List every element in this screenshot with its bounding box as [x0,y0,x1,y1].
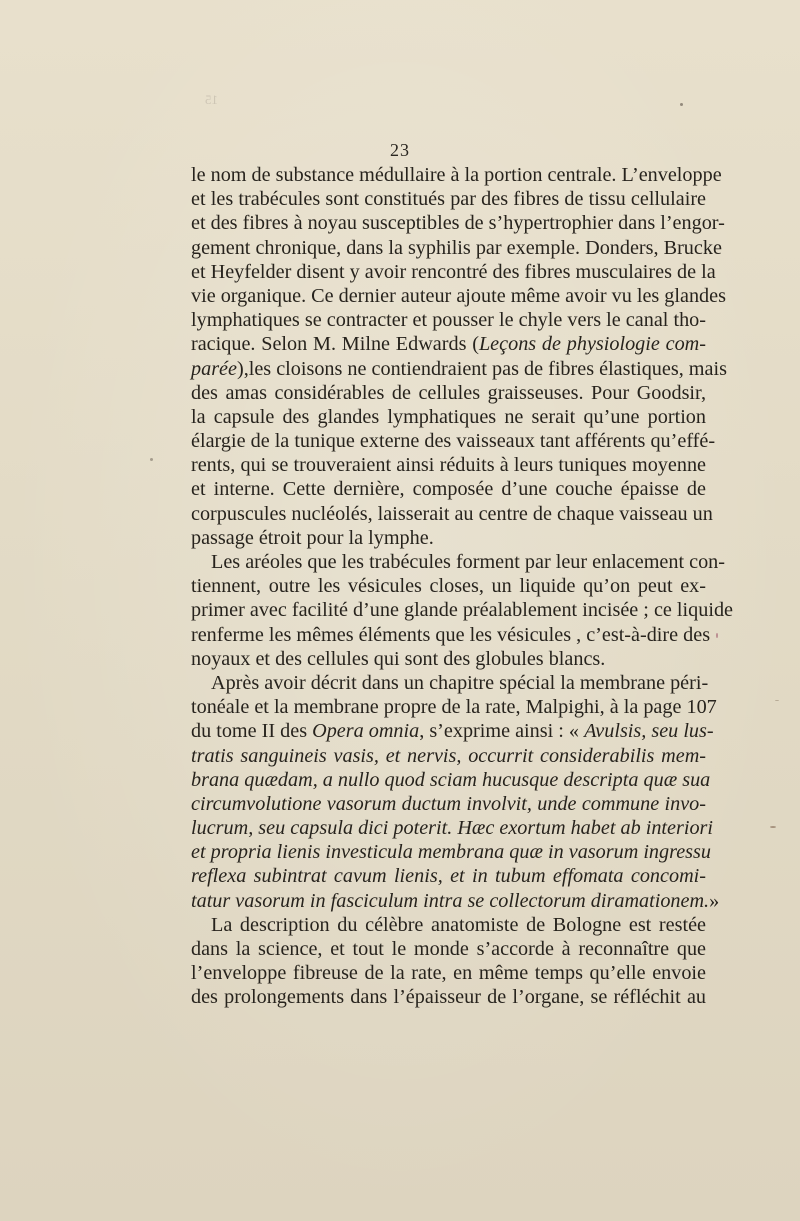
text-line: rents, qui se trouveraient ainsi réduits à leurs tuniques moyenne [191,454,706,477]
text-line: l’enveloppe fibreuse de la rate, en même temps qu’elle envoie [191,962,706,985]
text-line: du tome II des Opera omnia, s’exprime ainsi : « Avulsis, seu lus- [191,720,714,743]
text-line: passage étroit pour la lymphe. [191,526,434,549]
latin-quote-line: et propria lienis investicula membrana quæ in vasorum ingressu [191,841,711,864]
italic-citation: parée [191,357,237,380]
ink-speck [770,826,776,828]
text-line: élargie de la tunique externe des vaisseaux tant afférents qu’effé- [191,430,716,453]
latin-quote-line: reflexa subintrat cavum lienis, et in tubum effomata concomi- [191,865,706,888]
text-line: des amas considérables de cellules graisseuses. Pour Goodsir, [191,381,706,404]
latin-quote: Avulsis, seu lus- [584,720,714,743]
text-line: racique. Selon M. Milne Edwards (Leçons de physiologie com- [191,333,706,356]
text-line: et les trabécules sont constitués par des fibres de tissu cellulaire [191,188,706,211]
text-line: tonéale et la membrane propre de la rate, Malpighi, à la page 107 [191,696,717,719]
bleed-through-mark: 15 [205,92,218,107]
latin-quote-line: circumvolutione vasorum ductum involvit, unde commune invo- [191,792,706,815]
page-number: 23 [390,140,410,160]
text-line: noyaux et des cellules qui sont des globules blancs. [191,647,606,670]
text-line: renferme les mêmes éléments que les vésicules , c’est-à-dire des [191,623,711,646]
text-line: lymphatiques se contracter et pousser le chyle vers le canal tho- [191,309,706,332]
text-line: et interne. Cette dernière, composée d’une couche épaisse de [191,478,706,501]
paragraph-start-line: Après avoir décrit dans un chapitre spécial la membrane péri- [211,671,709,694]
ink-speck [775,700,779,701]
body-text [191,163,733,1010]
text-line: vie organique. Ce dernier auteur ajoute même avoir vu les glandes [191,284,726,307]
text-line: le nom de substance médullaire à la portion centrale. L’enveloppe [191,164,722,186]
text-line: parée),les cloisons ne contiendraient pas de fibres élastiques, mais [191,357,727,380]
text-line: tiennent, outre les vésicules closes, un liquide qu’on peut ex- [191,575,706,598]
latin-quote-line: lucrum, seu capsula dici poterit. Hæc exortum habet ab interiori [191,817,714,840]
ink-speck [716,633,718,638]
text-line: primer avec facilité d’une glande préalablement incisée ; ce liquide [191,599,733,622]
text-line: corpuscules nucléolés, laisserait au centre de chaque vaisseau un [191,502,713,525]
paragraph-start-line: La description du célèbre anatomiste de Bologne est restée [211,913,706,936]
paragraph-start-line: Les aréoles que les trabécules forment par leur enlacement con- [211,551,725,573]
text-line: gement chronique, dans la syphilis par exemple. Donders, Brucke [191,236,722,259]
text-line: et Heyfelder disent y avoir rencontré des fibres musculaires de la [191,260,716,283]
text-line: la capsule des glandes lymphatiques ne serait qu’une portion [191,405,706,428]
text-line: et des fibres à noyau susceptibles de s’hypertrophier dans l’engor- [191,212,725,235]
ink-speck [150,458,153,461]
text-line: des prolongements dans l’épaisseur de l’organe, se réfléchit au [191,986,706,1009]
italic-title: Opera omnia [312,720,420,743]
ink-speck [680,103,683,106]
latin-quote-line: brana quædam, a nullo quod sciam hucusque descripta quæ sua [191,768,711,791]
latin-quote-line: tratis sanguineis vasis, et nervis, occurrit considerabilis mem- [191,744,706,767]
latin-quote-line: tatur vasorum in fasciculum intra se collectorum diramationem.» [191,889,720,912]
text-line: dans la science, et tout le monde s’accorde à reconnaître que [191,938,706,960]
italic-citation: Leçons de physiologie com- [478,333,706,356]
